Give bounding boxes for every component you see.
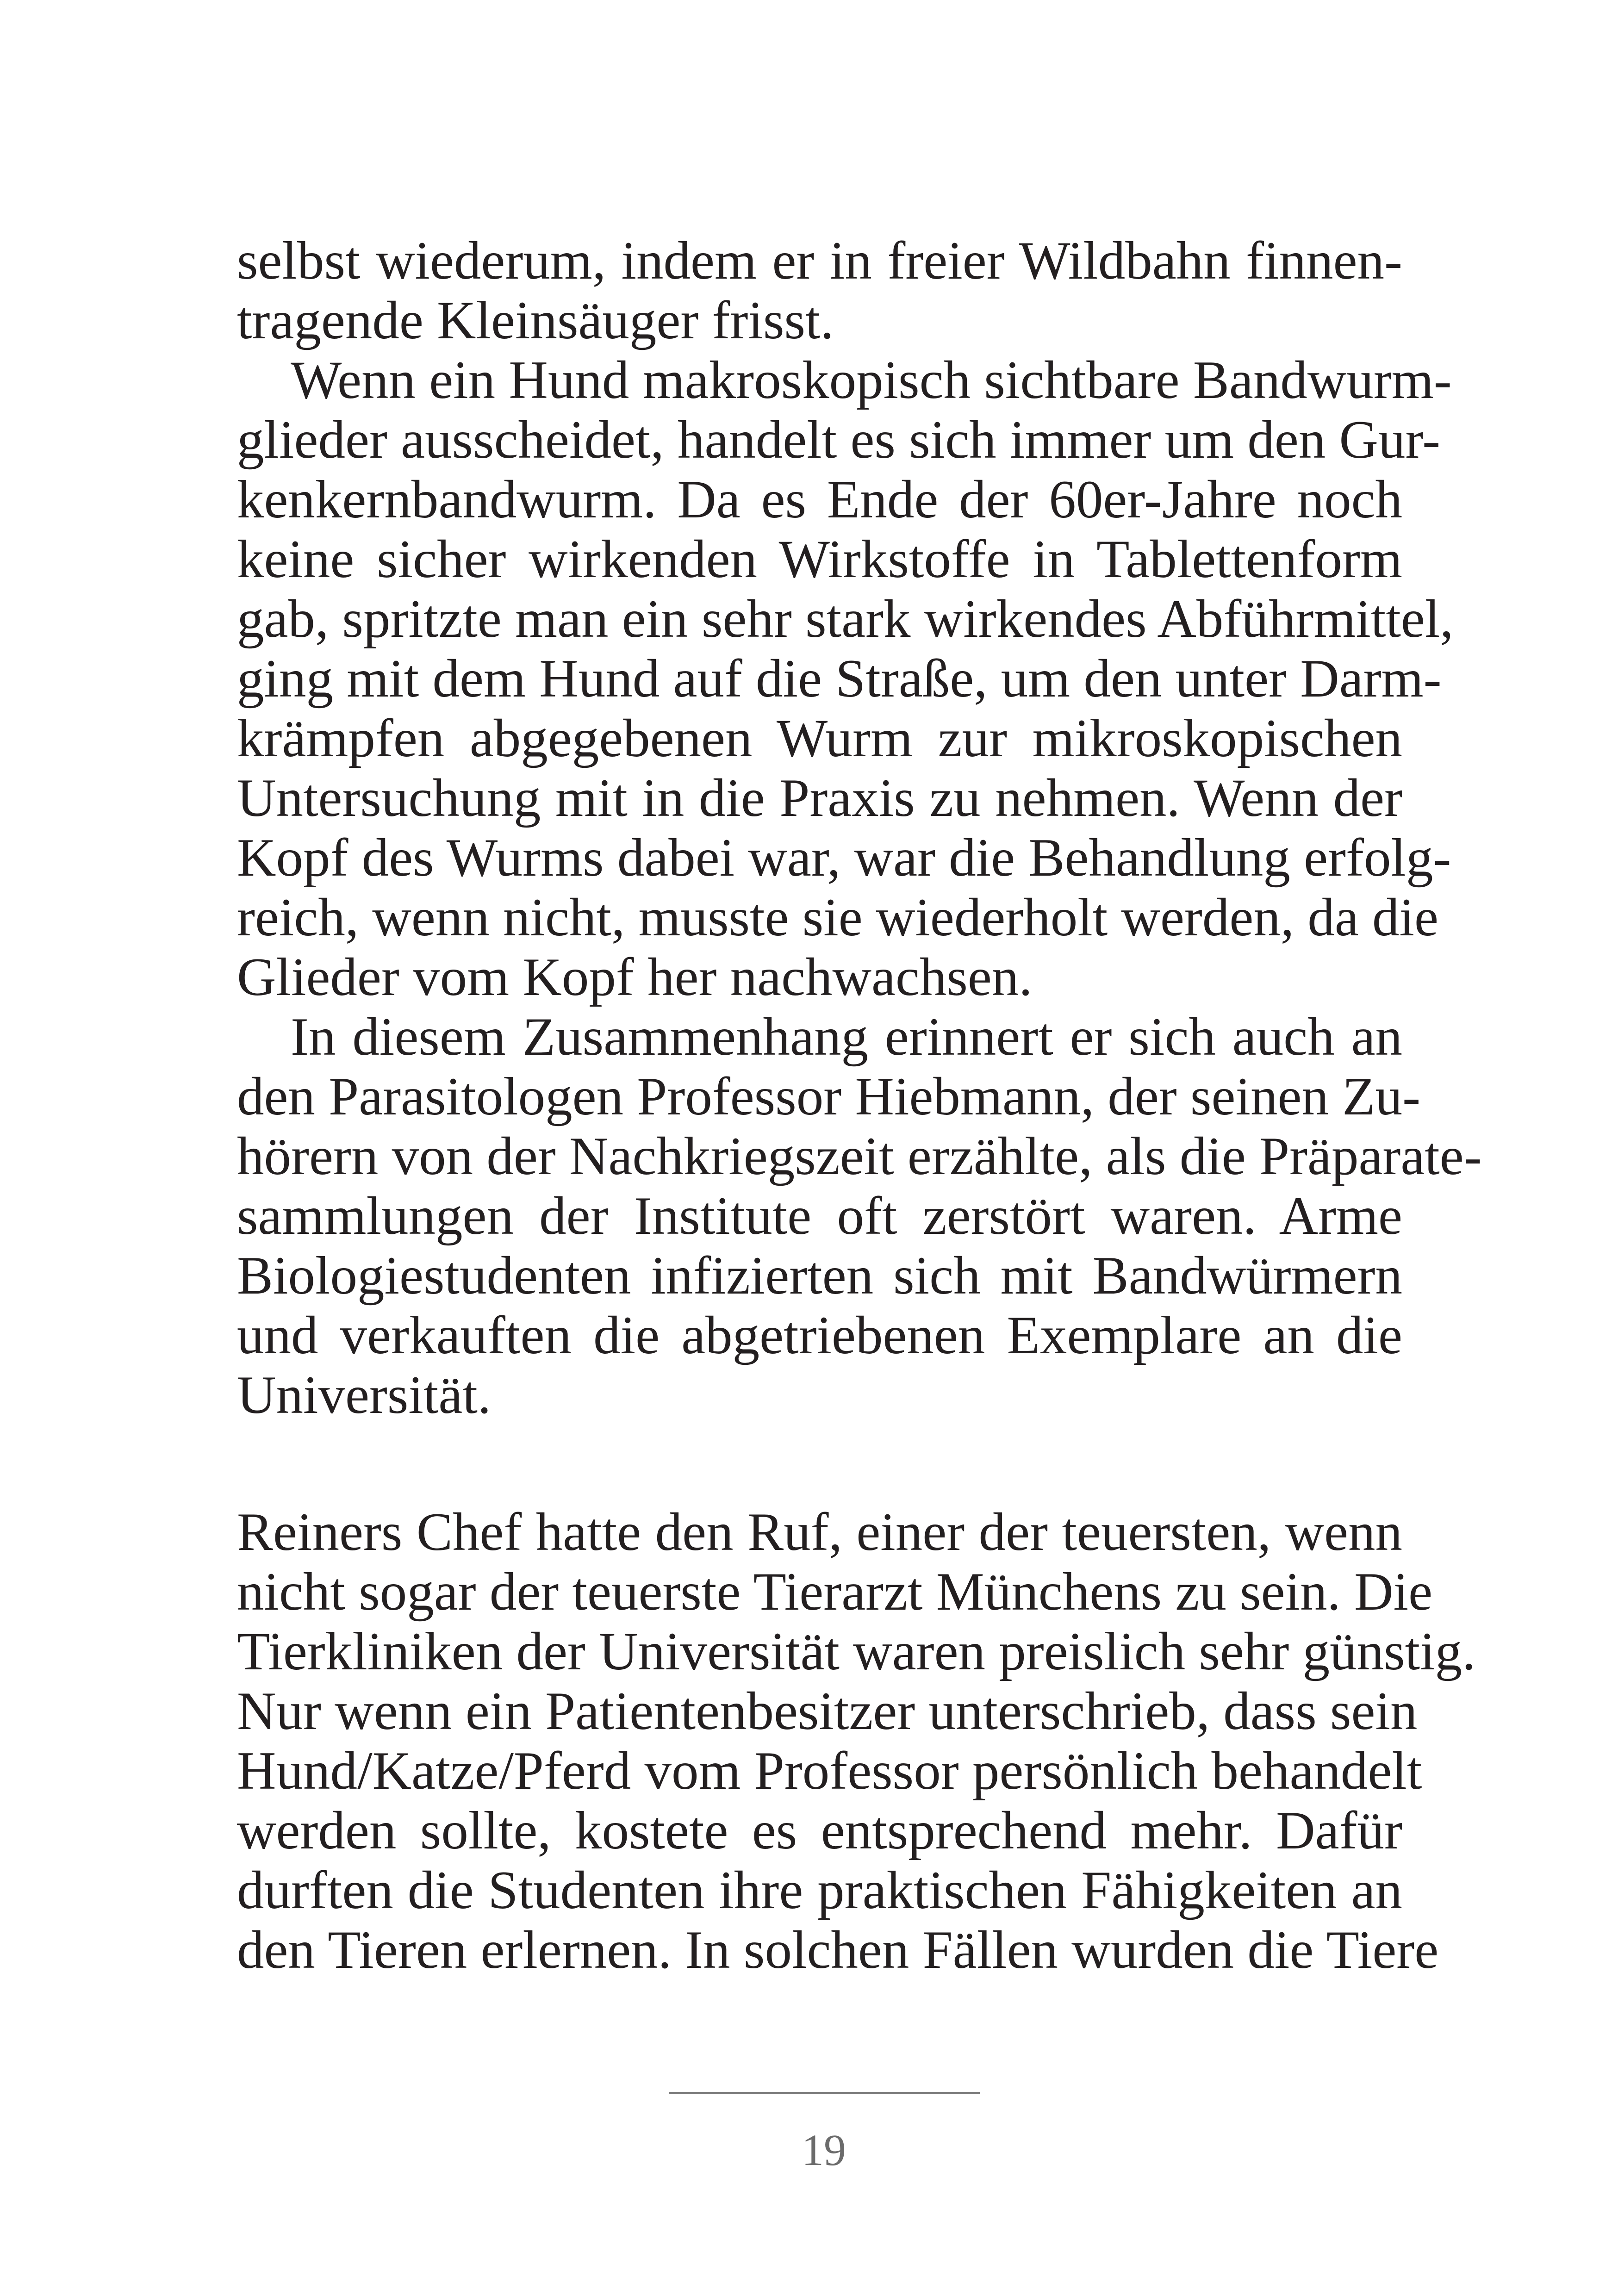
text-line: Kopf des Wurms dabei war, war die Behandlung erfolg- — [237, 828, 1451, 888]
text-line: ging mit dem Hund auf die Straße, um den unter Darm- — [237, 649, 1442, 709]
text-line: nicht sogar der teuerste Tierarzt Münchens zu sein. Die — [237, 1562, 1433, 1622]
text-line: Nur wenn ein Patientenbesitzer unterschrieb, dass sein — [237, 1681, 1418, 1741]
text-line: keine sicher wirkenden Wirkstoffe in Tablettenform — [237, 529, 1402, 589]
paragraph — [237, 231, 1402, 351]
text-line: hörern von der Nachkriegszeit erzählte, als die Präparate- — [237, 1126, 1482, 1186]
text-section-2 — [237, 1502, 1476, 1980]
paragraph — [237, 1007, 1482, 1425]
text-line: gab, spritzte man ein sehr stark wirkendes Abführmittel, — [237, 589, 1454, 649]
footer-divider — [669, 2092, 980, 2094]
text-line: werden sollte, kostete es entsprechend mehr. Dafür — [237, 1801, 1402, 1860]
text-line: den Parasitologen Professor Hiebmann, der seinen Zu- — [237, 1067, 1421, 1126]
text-line: tragende Kleinsäuger frisst. — [237, 291, 834, 350]
text-line: Wenn ein Hund makroskopisch sichtbare Bandwurm- — [291, 350, 1452, 410]
text-line: Universität. — [237, 1365, 492, 1425]
text-line: Untersuchung mit in die Praxis zu nehmen. Wenn der — [237, 768, 1402, 828]
text-line: den Tieren erlernen. In solchen Fällen wurden die Tiere — [237, 1920, 1439, 1980]
text-line: krämpfen abgegebenen Wurm zur mikroskopischen — [237, 709, 1402, 768]
text-line: In diesem Zusammenhang erinnert er sich auch an — [291, 1007, 1402, 1067]
page-number: 19 — [802, 2125, 846, 2175]
text-line: Reiners Chef hatte den Ruf, einer der teuersten, wenn — [237, 1502, 1402, 1562]
paragraph — [237, 350, 1454, 1008]
text-line: kenkernbandwurm. Da es Ende der 60er-Jahre noch — [237, 470, 1402, 529]
text-line: Glieder vom Kopf her nachwachsen. — [237, 947, 1033, 1007]
paragraph — [237, 1502, 1476, 1980]
text-line: Tierkliniken der Universität waren preislich sehr günstig. — [237, 1622, 1476, 1681]
text-line: glieder ausscheidet, handelt es sich immer um den Gur- — [237, 410, 1441, 470]
text-line: sammlungen der Institute oft zerstört waren. Arme — [237, 1186, 1402, 1246]
text-line: und verkauften die abgetriebenen Exemplare an die — [237, 1306, 1402, 1365]
text-section-1 — [237, 231, 1482, 1425]
text-line: Biologiestudenten infizierten sich mit Bandwürmern — [237, 1246, 1402, 1306]
text-line: durften die Studenten ihre praktischen Fähigkeiten an — [237, 1860, 1402, 1920]
text-line: selbst wiederum, indem er in freier Wildbahn finnen- — [237, 231, 1402, 291]
text-line: reich, wenn nicht, musste sie wiederholt werden, da die — [237, 888, 1438, 947]
text-line: Hund/Katze/Pferd vom Professor persönlich behandelt — [237, 1741, 1422, 1801]
